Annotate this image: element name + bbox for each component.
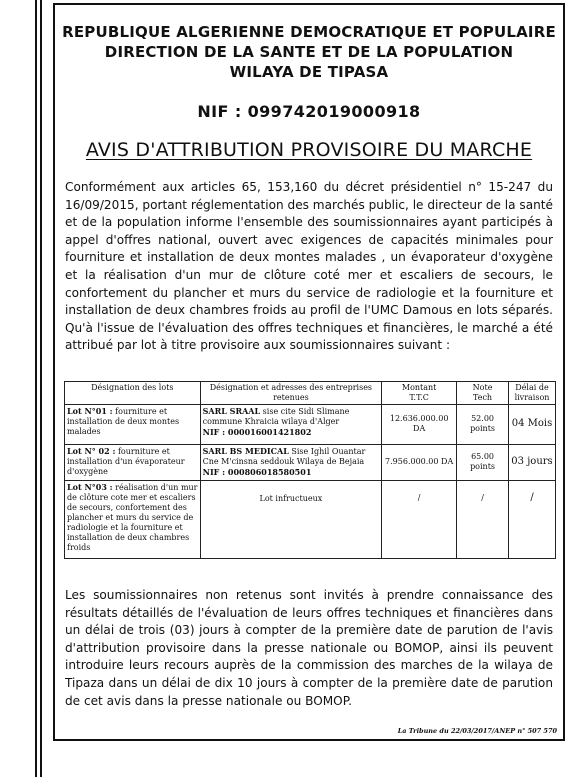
company-cell: SARL SRAAL sise cite Sidi Slimane commune Khraicia wilaya d'Alger NIF : 000016001421802: [200, 404, 382, 444]
notice-title: AVIS D'ATTRIBUTION PROVISOIRE DU MARCHE: [85, 139, 533, 161]
attribution-table: [64, 381, 556, 559]
delay-cell: /: [509, 480, 556, 558]
intro-paragraph: Conformément aux articles 65, 153,160 du décret présidentiel n° 15-247 du 16/09/2015, portant réglementation des marchés public, le directeur de la santé et de la population informe l'ensemble des soumissionnaires ayant participés à appel d'offres national, ouvert avec exigences de capacités minimales pour fourniture et installation de deux montes malades , un évaporateur d'oxygène et la réalisation d'un mur de clôture coté mer et escaliers de secours, le confortement du plancher et murs du service de radiologie et la fourniture et installation de deux chambres froids au profil de l'UMC Damous en lots séparés. Qu'à l'issue de l'évaluation des offres techniques et financières, le marché a été attribué par lot à titre provisoire aux soumissionnaires suivant :: [65, 180, 553, 353]
note-cell: 65.00 points: [457, 444, 509, 480]
lot-cell: Lot N° 02 : fourniture et installation d'un évaporateur d'oxygène: [65, 444, 201, 480]
company-cell: Lot infructueux: [200, 480, 382, 558]
header-lots: Désignation des lots: [65, 381, 201, 404]
header-wilaya: WILAYA DE TIPASA: [229, 63, 389, 81]
publication-footer: La Tribune du 22/03/2017/ANEP n° 507 570: [397, 727, 557, 735]
margin-line-right: [40, 0, 42, 777]
table-row: [65, 404, 556, 444]
delay-cell: 04 Mois: [509, 404, 556, 444]
margin-line-left: [35, 0, 37, 777]
header-amount: Montant T.T.C: [382, 381, 457, 404]
notice-header: [55, 22, 563, 82]
nif-number: NIF : 099742019000918: [197, 102, 421, 121]
table-header-row: [65, 381, 556, 404]
header-republic: REPUBLIQUE ALGERIENNE DEMOCRATIQUE ET POPULAIRE: [62, 23, 556, 41]
note-cell: 52.00 points: [457, 404, 509, 444]
notice-frame: [53, 3, 565, 741]
header-companies: Désignation et adresses des entreprises retenues: [200, 381, 382, 404]
table-row: [65, 480, 556, 558]
table-row: [65, 444, 556, 480]
lot-cell: Lot N°03 : réalisation d'un mur de clôture cote mer et escaliers de secours, confortement des plancher et murs du service de radiologie et la fourniture et installation de deux chambres froids: [65, 480, 201, 558]
delay-cell: 03 jours: [509, 444, 556, 480]
company-cell: SARL BS MEDICAL Sise Ighil Ouantar Cne M'cinsna seddouk Wilaya de Bejaia NIF : 000806018580501: [200, 444, 382, 480]
header-delay: Délai de livraison: [509, 381, 556, 404]
note-cell: /: [457, 480, 509, 558]
lot-cell: Lot N°01 : fourniture et installation de deux montes malades: [65, 404, 201, 444]
header-direction: DIRECTION DE LA SANTE ET DE LA POPULATION: [104, 43, 514, 61]
amount-cell: 7.956.000.00 DA: [382, 444, 457, 480]
header-note: Note Tech: [457, 381, 509, 404]
amount-cell: /: [382, 480, 457, 558]
amount-cell: 12.636.000.00 DA: [382, 404, 457, 444]
closing-paragraph: Les soumissionnaires non retenus sont invités à prendre connaissance des résultats détaillés de l'évaluation de leurs offres techniques et financières dans un délai de trois (03) jours à compter de la première date de parution de l'avis d'attribution provisoire dans la presse nationale ou BOMOP, ainsi ils peuvent introduire leurs recours auprès de la commission des marches de la wilaya de Tipaza dans un délai de dix 10 jours à compter de la première date de parution de cet avis dans la presse nationale ou BOMOP.: [65, 587, 553, 708]
